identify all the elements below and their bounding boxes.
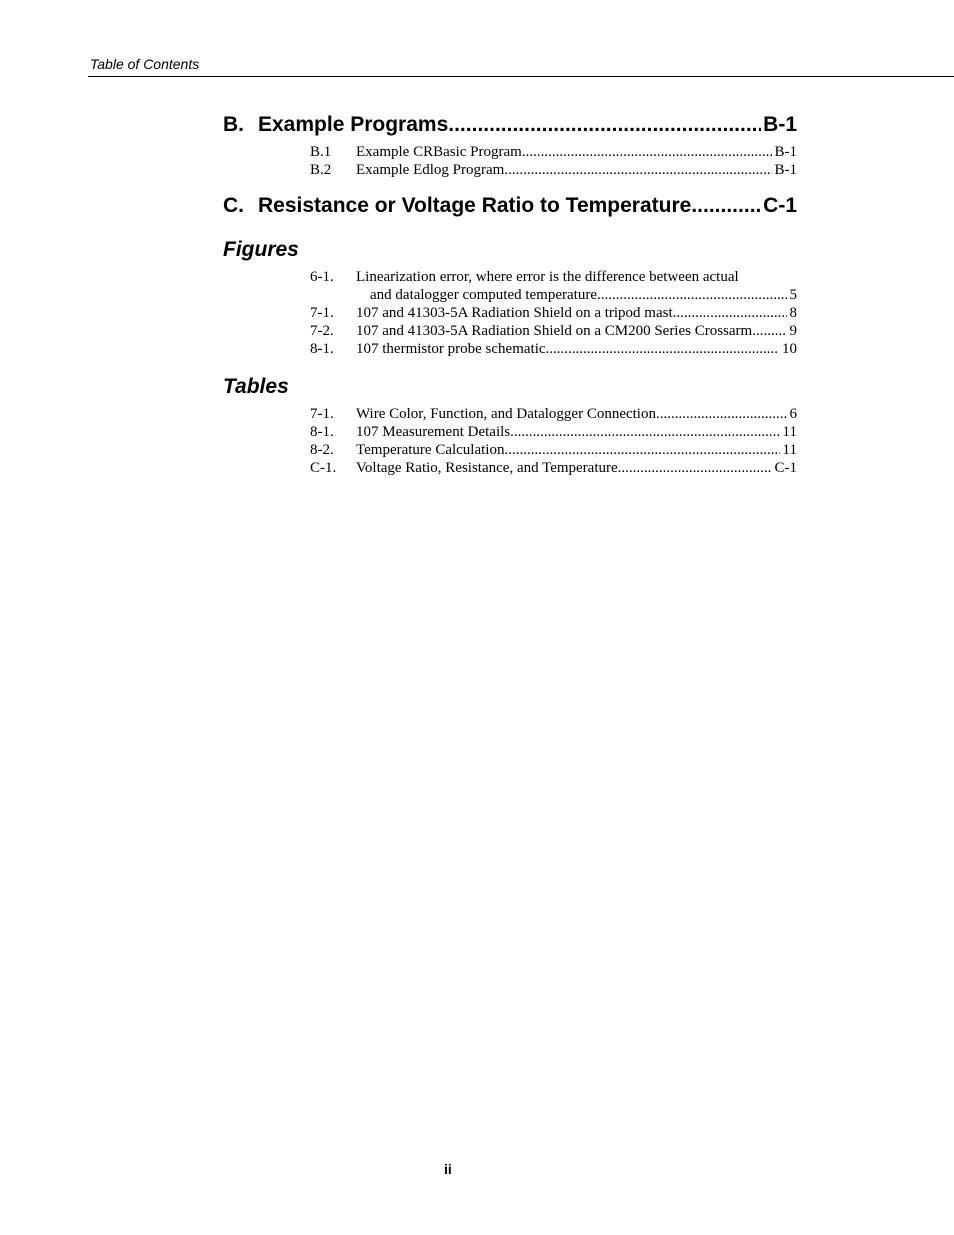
figures-list: [310, 268, 797, 358]
chapter-page: B-1: [763, 113, 797, 136]
entry-number: B.2: [310, 162, 332, 178]
entry-title: 107 and 41303-5A Radiation Shield on a tripod mast: [356, 305, 673, 321]
chapter-page: C-1: [763, 194, 797, 217]
entry-page: 11: [782, 442, 797, 458]
entry-page: C-1: [774, 460, 797, 476]
dot-leader: [656, 405, 787, 423]
tables-list: [310, 405, 797, 477]
entry-number: 8-1.: [310, 424, 334, 440]
dot-leader: [504, 161, 771, 179]
chapter-letter: B.: [223, 113, 244, 136]
dot-leader: [673, 304, 787, 322]
toc-chapter-b[interactable]: [223, 112, 797, 138]
toc-content: [223, 112, 797, 477]
dot-leader: [691, 193, 761, 219]
entry-title-continued: and datalogger computed temperature.: [370, 287, 601, 303]
entry-page: 10: [782, 341, 797, 357]
entry-title: Temperature Calculation: [356, 442, 505, 458]
chapter-title: Example Programs: [258, 113, 449, 136]
toc-entry[interactable]: [310, 143, 797, 161]
entry-number: 8-1.: [310, 341, 334, 357]
entry-title: Wire Color, Function, and Datalogger Connection: [356, 406, 656, 422]
running-header: Table of Contents: [90, 56, 200, 72]
toc-chapter-c[interactable]: [223, 193, 797, 219]
entry-page: 11: [782, 424, 797, 440]
figure-entry[interactable]: [310, 322, 797, 340]
dot-leader: [752, 322, 786, 340]
dot-leader: [601, 286, 787, 304]
entry-page: B-1: [774, 162, 797, 178]
dot-leader: [504, 441, 779, 459]
entry-title: Voltage Ratio, Resistance, and Temperature: [356, 460, 618, 476]
figure-entry[interactable]: [310, 268, 797, 286]
entry-page: 9: [789, 323, 797, 339]
figure-entry-continuation[interactable]: [310, 286, 797, 304]
chapter-letter: C.: [223, 194, 244, 217]
entry-number: C-1.: [310, 460, 337, 476]
entry-page: 5: [789, 287, 797, 303]
entry-title: Linearization error, where error is the difference between actual: [356, 269, 739, 285]
table-entry[interactable]: [310, 405, 797, 423]
entry-title: Example CRBasic Program: [356, 144, 522, 160]
entry-title: 107 thermistor probe schematic: [356, 341, 546, 357]
entry-number: 6-1.: [310, 269, 334, 285]
entry-page: 6: [789, 406, 797, 422]
entry-title: Example Edlog Program: [356, 162, 505, 178]
figure-entry[interactable]: [310, 340, 797, 358]
toc-entry[interactable]: [310, 161, 797, 179]
chapter-b-entries: [310, 143, 797, 179]
dot-leader: [510, 423, 779, 441]
tables-heading: Tables: [223, 375, 289, 398]
entry-number: 7-2.: [310, 323, 334, 339]
page-number: ii: [444, 1161, 452, 1177]
entry-number: 7-1.: [310, 406, 334, 422]
figures-heading: Figures: [223, 238, 299, 261]
figure-entry[interactable]: [310, 304, 797, 322]
entry-number: 8-2.: [310, 442, 334, 458]
table-entry[interactable]: [310, 441, 797, 459]
dot-leader: [522, 143, 772, 161]
dot-leader: [448, 112, 761, 138]
entry-title: 107 Measurement Details: [356, 424, 511, 440]
entry-title: 107 and 41303-5A Radiation Shield on a CM200 Series Crossarm: [356, 323, 753, 339]
table-entry[interactable]: [310, 459, 797, 477]
dot-leader: [618, 459, 772, 477]
entry-number: B.1: [310, 144, 332, 160]
entry-page: 8: [789, 305, 797, 321]
table-entry[interactable]: [310, 423, 797, 441]
entry-page: B-1: [774, 144, 797, 160]
chapter-title: Resistance or Voltage Ratio to Temperature: [258, 194, 692, 217]
entry-number: 7-1.: [310, 305, 334, 321]
header-rule: [88, 76, 954, 77]
dot-leader: [546, 340, 779, 358]
